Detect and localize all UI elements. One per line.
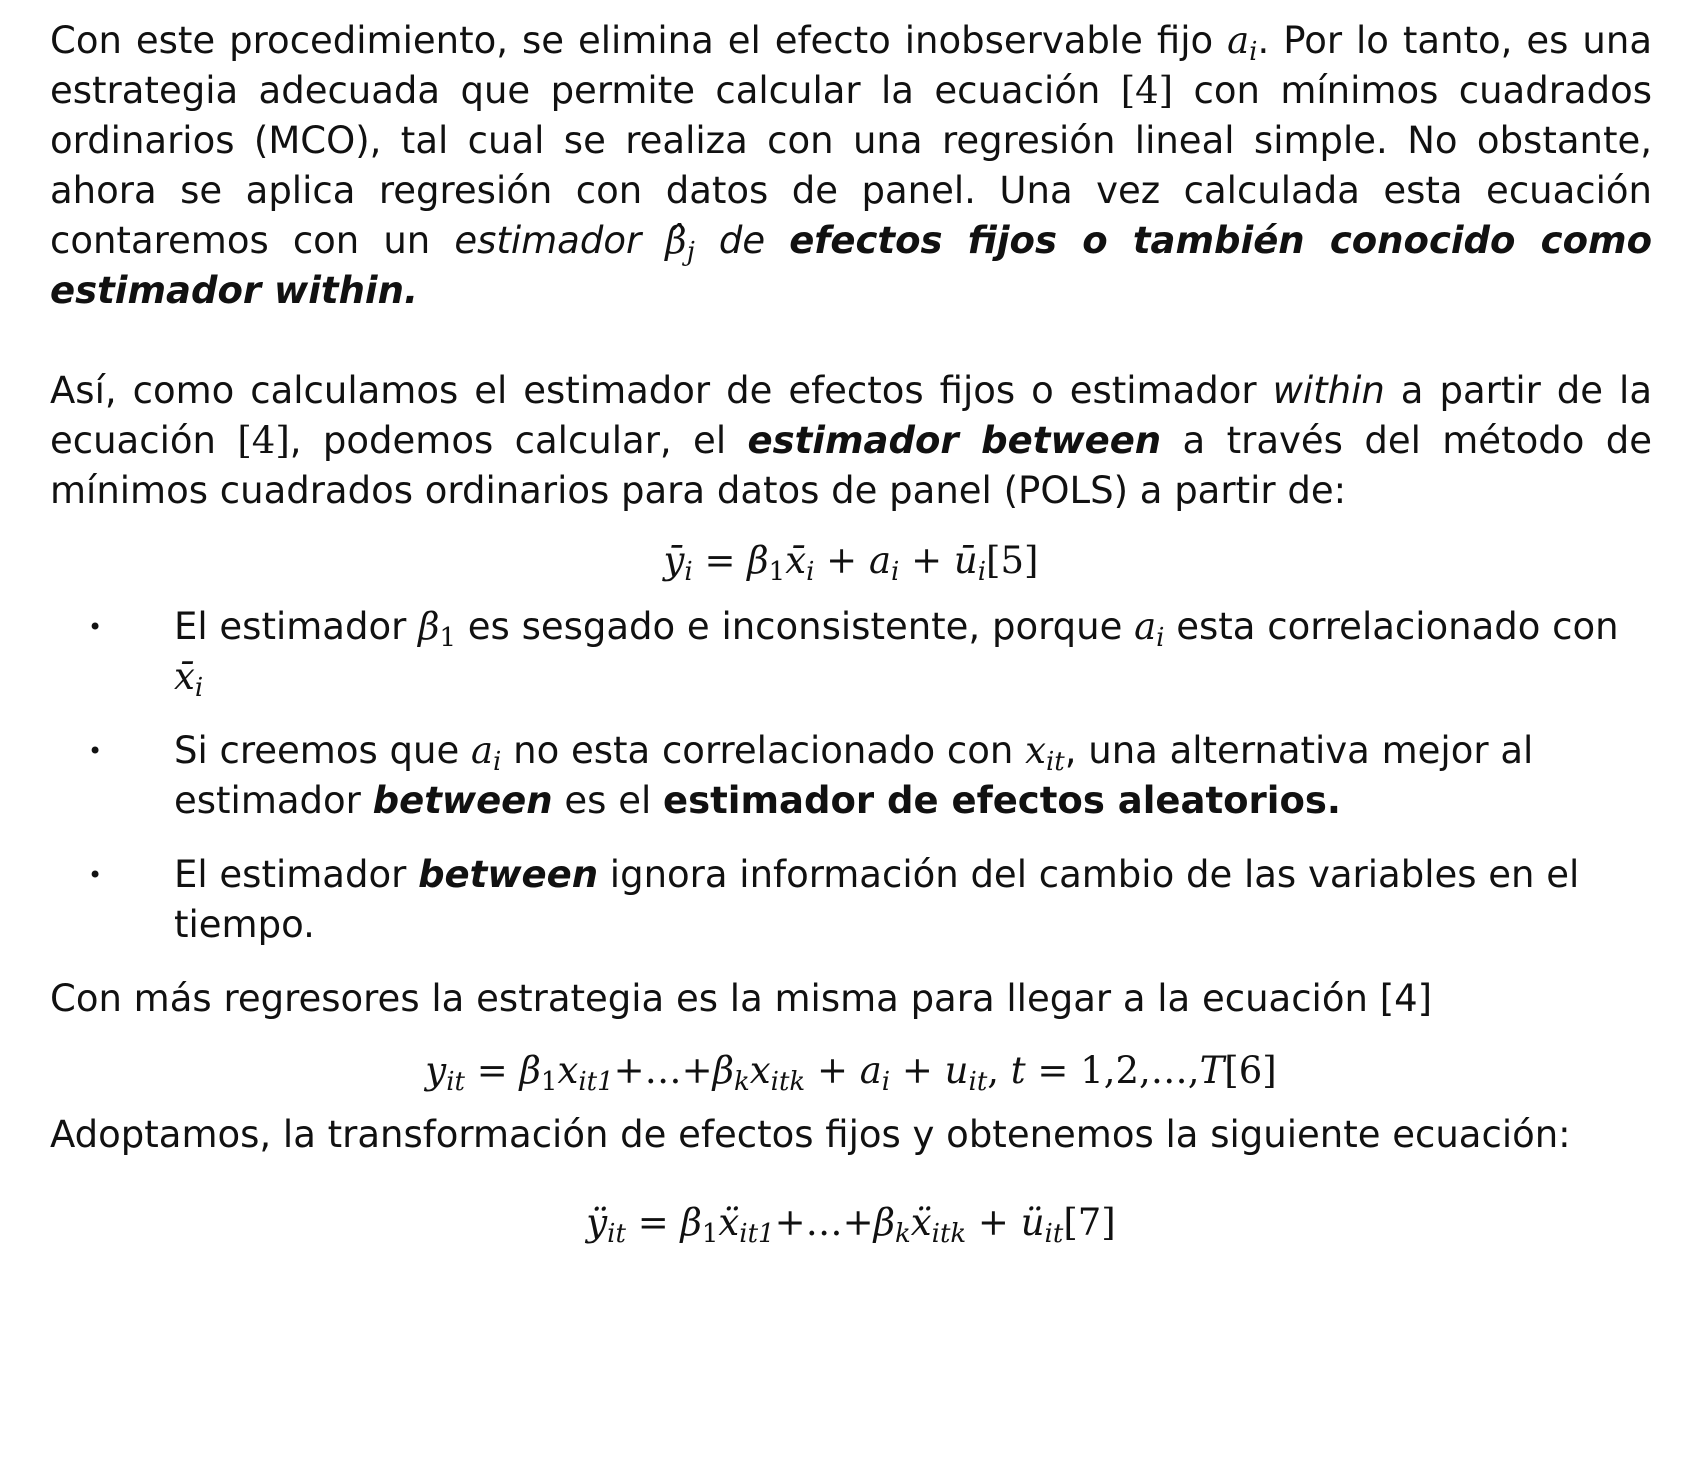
paragraph-between-estimator xyxy=(50,366,1652,516)
paragraph-fixed-effects xyxy=(50,16,1652,316)
equation-ref: [4] xyxy=(1120,69,1174,112)
italic-text: de xyxy=(694,219,766,262)
equation-7: $ÿ_{it}$ = $\beta_1ẍ_{it1}+\dots+\beta_kẍ_{itk}$ + $ü_{it}[7]$ xyxy=(586,1201,1116,1249)
equation-6: $y_{it}$ = $\beta_1x_{it1}+\dots+\beta_kx_{itk} + a_i + u_{it}$, t = 1,2,…,T[6] xyxy=(425,1049,1277,1097)
text: con mínimos cuadrados ordinarios (MCO), tal cual se realiza con una regresión lineal simple. No obstante, ahora se aplica regresión con datos de panel. Una vez calculada esta ecuación contaremos con un xyxy=(50,69,1652,262)
list-item: • Si creemos que $a_i$ no esta correlacionado con $x_{it}$, una alternativa mejor al estimador between es el estimador de efectos aleatorios. xyxy=(50,726,1652,826)
text: a partir de la ecuación xyxy=(50,369,1652,462)
italic-text: within xyxy=(1272,369,1385,412)
text: . Por lo tanto, es una estrategia adecuada que permite calcular la ecuación xyxy=(50,19,1652,112)
equation-ref: [4] xyxy=(237,419,290,462)
bullet-marker: • xyxy=(88,861,103,889)
text: Así, como calculamos el estimador de efectos fijos o estimador xyxy=(50,369,1273,412)
list-item: • El estimador between ignora información del cambio de las variables en el tiempo. xyxy=(50,850,1652,950)
document-page xyxy=(50,16,1652,1248)
italic-text: estimador xyxy=(454,219,642,262)
paragraph-transformation: Adoptamos, la transformación de efectos fijos y obtenemos la siguiente ecuación: xyxy=(50,1113,1571,1156)
math-a-i: $a_i$ xyxy=(1227,19,1258,67)
bullet-list xyxy=(50,602,1652,950)
equation-ref: [6] xyxy=(1224,1049,1277,1092)
text: a través del método de mínimos cuadrados ordinarios para datos de panel (POLS) a partir de: xyxy=(50,419,1652,512)
bold-italic-text: estimador between xyxy=(747,419,1162,462)
bullet-marker: • xyxy=(88,737,103,765)
bold-italic-text: efectos fijos o también conocido como estimador within. xyxy=(50,219,1652,312)
equation-ref: [5] xyxy=(986,539,1039,582)
equation-5: $ȳ_i$ = $\beta_1x̄_i + a_i$ + $ū_i[5]$ xyxy=(663,539,1039,587)
list-item: • El estimador $\beta_1$ es sesgado e inconsistente, porque $a_i$ esta correlacionado con $x̄_i$ xyxy=(50,602,1652,702)
text: Con este procedimiento, se elimina el efecto inobservable fijo xyxy=(50,19,1228,62)
math-beta-hat-j: $\betâ_j$ xyxy=(665,219,695,267)
bullet-marker: • xyxy=(88,613,103,641)
text: , podemos calcular, el xyxy=(289,419,748,462)
paragraph-more-regressors: Con más regresores la estrategia es la misma para llegar a la ecuación [4] xyxy=(50,977,1433,1020)
equation-ref: [7] xyxy=(1063,1201,1116,1244)
